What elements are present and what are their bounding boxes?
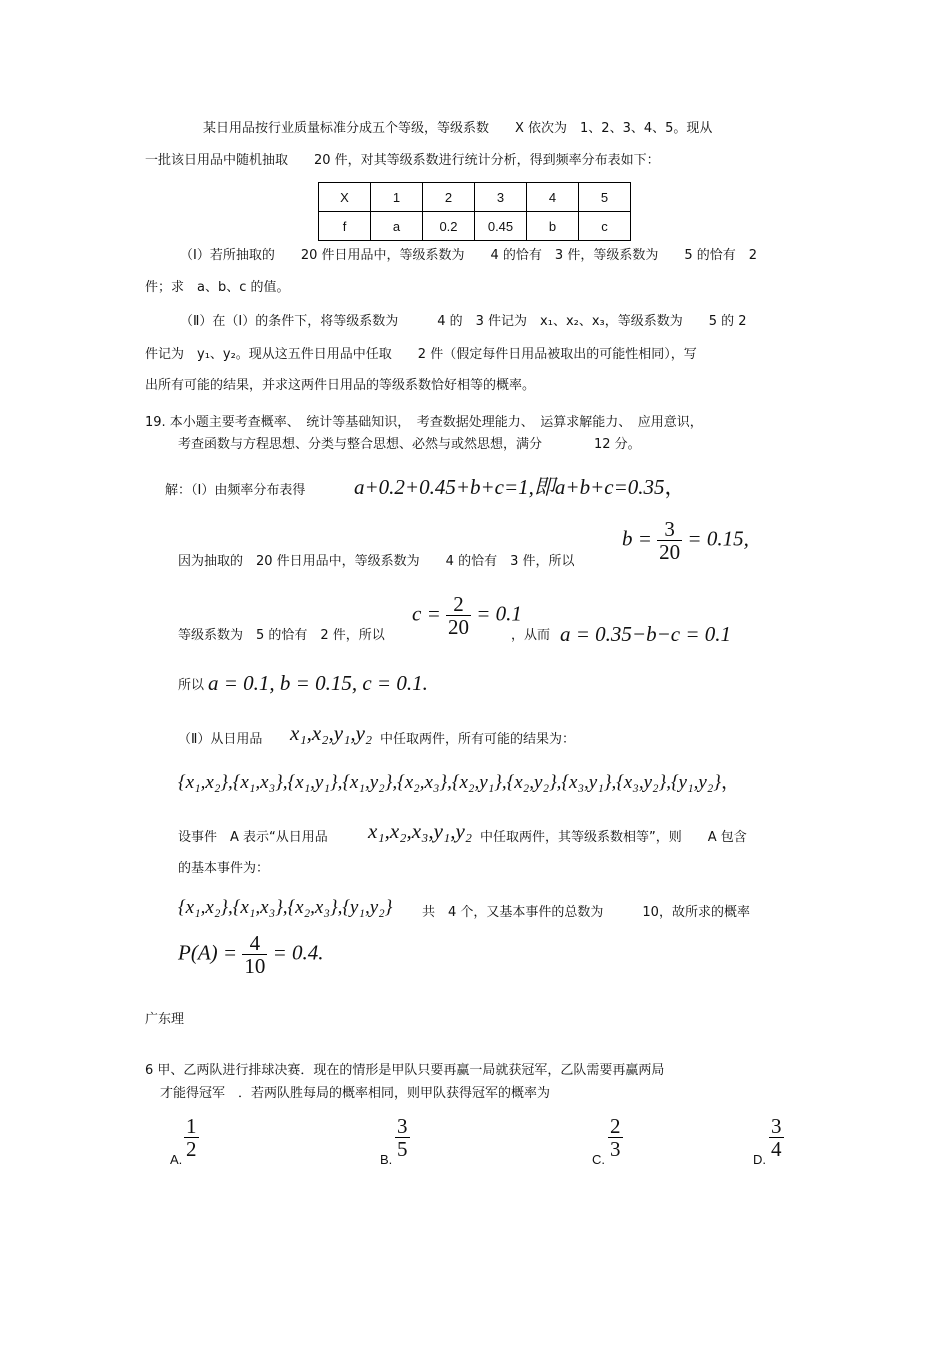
answer-line2: 考查函数与方程思想、分类与整合思想、必然与或然思想，满分 12 分。 [178, 437, 641, 452]
table-cell: 1 [371, 183, 423, 212]
b-denominator: 20 [659, 540, 681, 564]
equation-sum-tail: ， [664, 475, 686, 499]
c-denominator: 20 [448, 615, 469, 639]
table-cell: 0.2 [423, 212, 475, 241]
equation-sum-text: a+0.2+0.45+b+c=1,即a+b+c=0.35 [354, 475, 665, 499]
option-label: C. [592, 1152, 605, 1167]
c-text: 等级系数为 5 的恰有 2 件，所以 [178, 628, 385, 643]
probability-equation [178, 932, 323, 977]
q6-line2: 才能得冠军 ．若两队胜每局的概率相同，则甲队获得冠军的概率为 [160, 1086, 551, 1101]
problem-intro-line2: 一批该日用品中随机抽取 20 件，对其等级系数进行统计分析，得到频率分布表如下： [145, 153, 660, 168]
so-equation: a = 0.1, b = 0.15, c = 0.1. [208, 671, 428, 695]
c-eq-rhs: = 0.1 [476, 601, 522, 626]
table-cell: a [371, 212, 423, 241]
part2-line2: 件记为 y₁、y₂。现从这五件日用品中任取 2 件（假定每件日用品被取出的可能性相同），写 [145, 347, 697, 362]
p-denominator: 10 [244, 954, 266, 978]
p-rhs: = 0.4. [272, 940, 324, 965]
option-numerator: 1 [186, 1114, 197, 1138]
b-fraction [657, 518, 682, 563]
option-denominator: 5 [397, 1137, 408, 1161]
frequency-table [318, 182, 631, 241]
part2-answer-label: （Ⅱ）从日用品 [178, 732, 263, 747]
table-cell: X [319, 183, 371, 212]
c-mid-text: ，从而 [511, 628, 551, 643]
table-cell: 4 [527, 183, 579, 212]
solution-label: 解：（Ⅰ）由频率分布表得 [165, 483, 306, 498]
section-title: 广东理 [145, 1012, 185, 1027]
c-numerator: 2 [453, 592, 464, 616]
part1-line2: 件；求 a、b、c 的值。 [145, 280, 290, 295]
table-cell: c [579, 212, 631, 241]
table-cell: 2 [423, 183, 475, 212]
equation-sum [354, 474, 686, 500]
table-row-header [319, 183, 631, 212]
option-denominator: 2 [186, 1137, 197, 1161]
table-cell: 0.45 [475, 212, 527, 241]
option-numerator: 3 [397, 1114, 408, 1138]
option-numerator: 2 [610, 1114, 621, 1138]
part2-line3: 出所有可能的结果，并求这两件日用品的等级系数恰好相等的概率。 [145, 378, 536, 393]
option-fraction [184, 1115, 199, 1160]
table-cell: 5 [579, 183, 631, 212]
so-text: 所以 [178, 678, 205, 693]
a-equation: a = 0.35−b−c = 0.1 [560, 622, 732, 646]
table-cell: 3 [475, 183, 527, 212]
part2-line1: （Ⅱ）在（Ⅰ）的条件下，将等级系数为 4 的 3 件记为 x₁、x₂、x₃，等级系数为 5 的 2 [180, 314, 747, 329]
part2-answer-tail: 中任取两件，所有可能的结果为： [380, 732, 576, 747]
table-row-values [319, 212, 631, 241]
b-eq-lhs: b = [622, 526, 652, 551]
c-fraction [446, 593, 471, 638]
b-equation [622, 518, 749, 563]
option-denominator: 3 [610, 1137, 621, 1161]
p-lhs: P(A) = [178, 940, 238, 965]
b-eq-rhs: = 0.15, [687, 526, 749, 551]
c-eq-lhs: c = [412, 601, 441, 626]
problem-intro-line1: 某日用品按行业质量标准分成五个等级，等级系数 X 依次为 1、2、3、4、5。现从 [203, 121, 713, 136]
option-fraction [395, 1115, 410, 1160]
b-numerator: 3 [664, 517, 675, 541]
table-cell: f [319, 212, 371, 241]
table-cell: b [527, 212, 579, 241]
c-equation [412, 593, 522, 638]
all-results-tail: ， [720, 772, 740, 793]
option-label: A. [170, 1152, 183, 1167]
all-results [178, 770, 740, 796]
option-fraction [769, 1115, 784, 1160]
option-denominator: 4 [771, 1137, 782, 1161]
p-fraction [242, 932, 267, 977]
event-variables: x₁,x₂,x₃,y₁,y₂ [368, 819, 473, 843]
event-text2: 中任取两件，其等级系数相等”，则 A 包含 [480, 830, 747, 845]
b-text: 因为抽取的 20 件日用品中，等级系数为 4 的恰有 3 件，所以 [178, 554, 575, 569]
option-label: B. [380, 1152, 393, 1167]
q6-line1: 6 甲、乙两队进行排球决赛．现在的情形是甲队只要再赢一局就获冠军，乙队需要再赢两局 [145, 1063, 665, 1078]
event-text1: 设事件 A 表示“从日用品 [178, 830, 328, 845]
part2-variables: x₁,x₂,y₁,y₂ [290, 721, 373, 745]
answer-line1: 19. 本小题主要考查概率、 统计等基础知识， 考查数据处理能力、 运算求解能力、 应用意识， [145, 415, 703, 430]
part1-line1: （Ⅰ）若所抽取的 20 件日用品中，等级系数为 4 的恰有 3 件，等级系数为 5 的恰有 2 [180, 248, 757, 263]
basic-events-tail: 共 4 个，又基本事件的总数为 10，故所求的概率 [422, 905, 750, 920]
event-text3: 的基本事件为： [178, 861, 270, 876]
option-fraction [608, 1115, 623, 1160]
option-label: D. [753, 1152, 766, 1167]
basic-events: {x₁,x₂},{x₁,x₃},{x₂,x₃},{y₁,y₂} [178, 897, 393, 918]
all-results-text: {x₁,x₂},{x₁,x₃},{x₁,y₁},{x₁,y₂},{x₂,x₃},{x₂,y₁},{x₂,y₂},{x₃,y₁},{x₃,y₂},{y₁,y₂} [178, 772, 721, 793]
p-numerator: 4 [249, 931, 261, 955]
option-numerator: 3 [771, 1114, 782, 1138]
